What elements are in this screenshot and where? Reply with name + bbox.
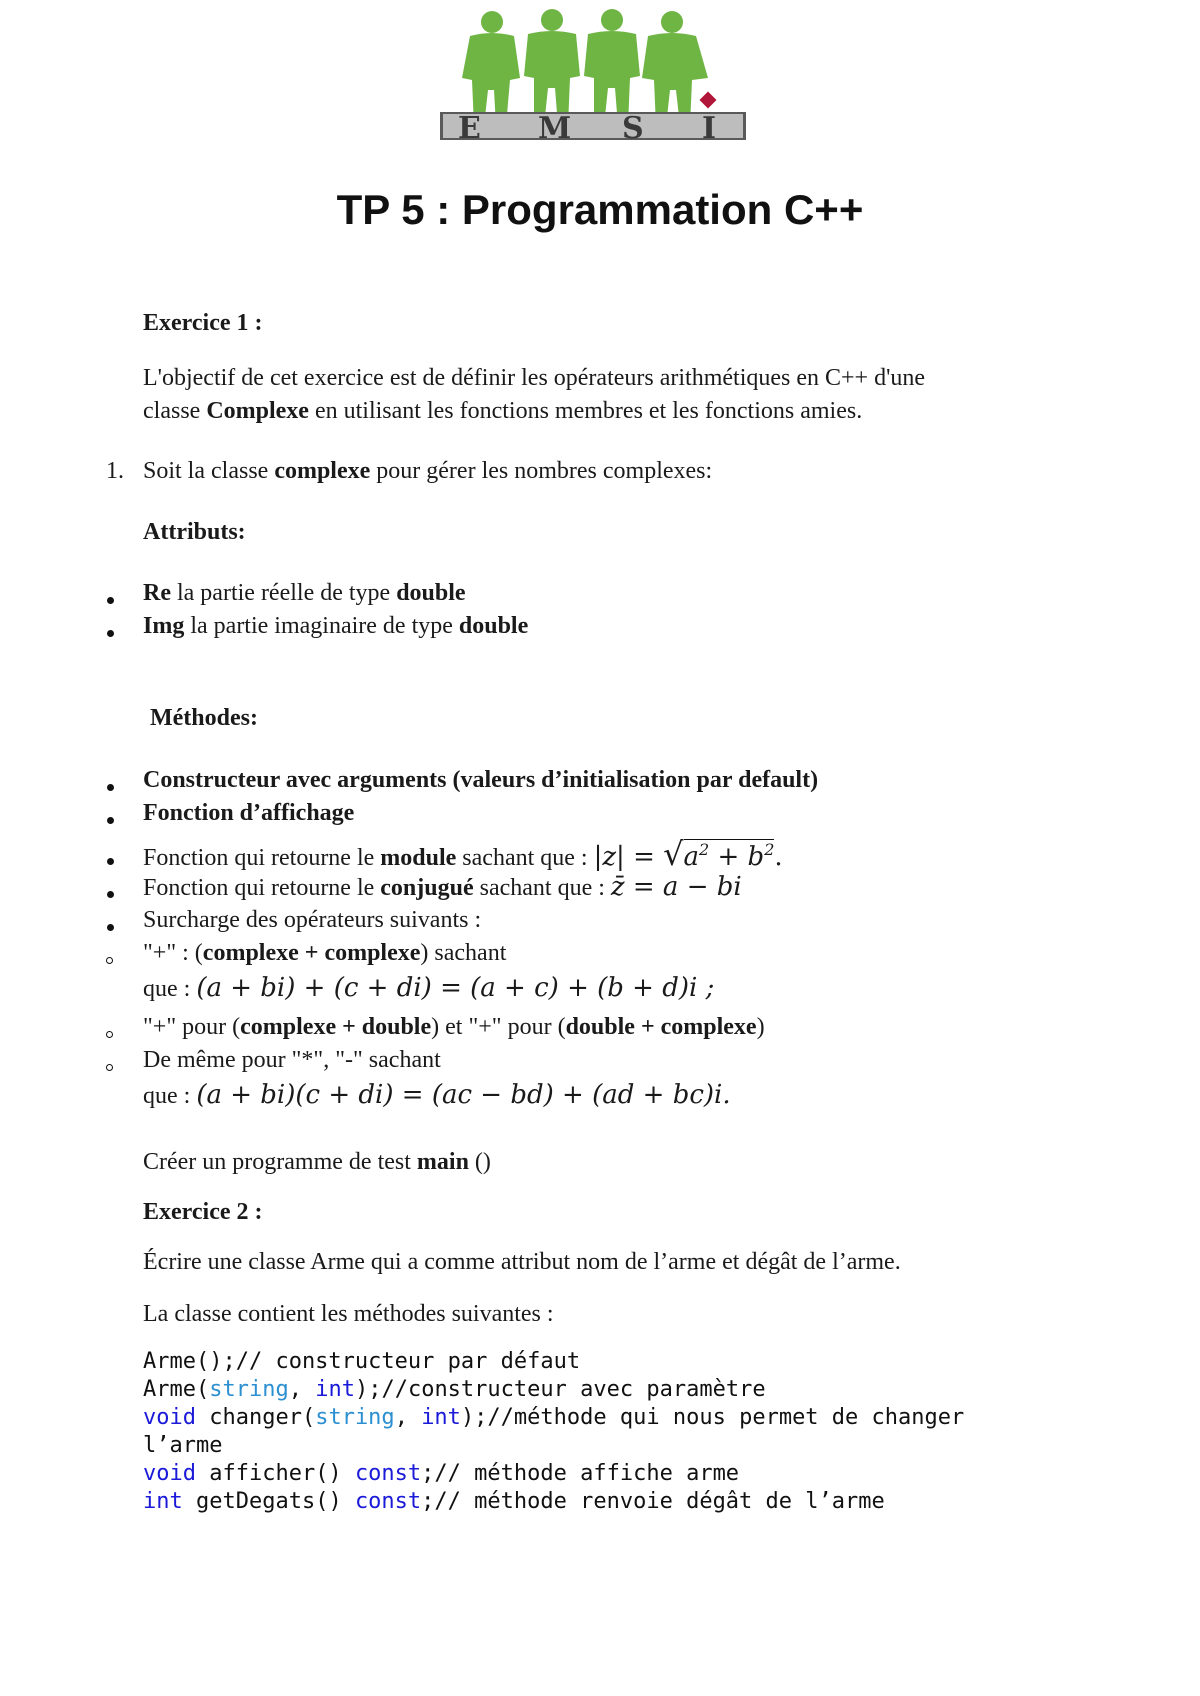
method-constructor <box>143 764 818 797</box>
logo-letter-e: E <box>458 111 481 146</box>
que-label: que : <box>143 976 197 1002</box>
method-text: sachant que : <box>456 845 594 871</box>
exercise-2-heading: Exercice 2 : <box>143 1199 263 1225</box>
method-conjugate <box>143 871 742 905</box>
exercise-1-intro-line2 <box>143 395 862 428</box>
item-text-end: pour gérer les nombres complexes: <box>370 458 713 484</box>
product-formula: (a + bi)(c + di) = (ac − bd) + (ad + bc)i. <box>196 1080 731 1110</box>
main-function: main <box>416 1149 469 1175</box>
item-1-text <box>143 455 712 488</box>
method-desc: avec arguments (valeurs d’initialisation par default) <box>279 767 819 793</box>
bullet-icon <box>107 924 114 931</box>
conjugate-formula: z̄ = a − bi <box>610 872 742 902</box>
test-program-line <box>143 1146 491 1179</box>
sum-formula: (a + bi) + (c + di) = (a + c) + (b + d)i ; <box>196 973 715 1003</box>
attr-type: double <box>396 580 466 606</box>
test-text-end: () <box>468 1149 491 1175</box>
overload-operands: complexe + double <box>240 1014 432 1040</box>
attr-name: Re <box>143 580 171 606</box>
intro-text: classe <box>143 398 207 424</box>
code-type: string <box>209 1377 289 1402</box>
code-text: );//méthode qui nous permet de changer <box>460 1405 965 1430</box>
item-class-name: complexe <box>274 458 371 484</box>
attr-desc: la partie imaginaire de type <box>184 613 459 639</box>
code-text: , <box>394 1405 422 1430</box>
logo-letter-m: M <box>538 111 572 146</box>
overload-mul-formula-line <box>143 1079 731 1113</box>
attr-desc: la partie réelle de type <box>170 580 397 606</box>
method-text: Fonction qui retourne le <box>143 845 381 871</box>
code-keyword: const <box>354 1489 422 1514</box>
overload-text: ) <box>756 1014 765 1040</box>
attribute-re <box>143 577 466 610</box>
sub-bullet-icon <box>106 1031 113 1038</box>
overload-operands: double + complexe <box>565 1014 757 1040</box>
code-keyword: int <box>143 1489 183 1514</box>
attribute-img <box>143 610 528 643</box>
overload-text: ) sachant <box>420 940 507 966</box>
sub-bullet-icon <box>106 1064 113 1071</box>
exercise-2-line1: Écrire une classe Arme qui a comme attribut nom de l’arme et dégât de l’arme. <box>143 1249 901 1275</box>
code-text: ;// méthode renvoie dégât de l’arme <box>421 1489 885 1514</box>
intro-text-end: en utilisant les fonctions membres et les fonctions amies. <box>308 398 863 424</box>
code-line-1: Arme();// constructeur par défaut <box>143 1349 581 1374</box>
emsi-logo <box>440 8 750 148</box>
formula-lhs: |z| = <box>593 842 664 872</box>
page-title: TP 5 : Programmation C++ <box>336 186 864 233</box>
code-text: getDegats() <box>182 1489 355 1514</box>
code-text: Arme( <box>143 1377 210 1402</box>
formula-b: + b <box>709 842 765 872</box>
test-text: Créer un programme de test <box>143 1149 417 1175</box>
overload-operands: complexe + complexe <box>202 940 421 966</box>
overload-text: "+" pour ( <box>143 1014 241 1040</box>
method-overload: Surcharge des opérateurs suivants : <box>143 907 482 933</box>
bullet-icon <box>107 891 114 898</box>
sub-bullet-icon <box>106 957 113 964</box>
code-line-2 <box>143 1376 766 1405</box>
overload-text: "+" : ( <box>143 940 203 966</box>
item-number: 1. <box>106 458 124 484</box>
code-line-4: l’arme <box>143 1433 223 1458</box>
code-text: , <box>288 1377 316 1402</box>
bullet-icon <box>107 784 114 791</box>
item-text: Soit la classe <box>143 458 275 484</box>
intro-class-name: Complexe <box>206 398 309 424</box>
overload-plus-double <box>143 1011 765 1044</box>
code-text: afficher() <box>195 1461 355 1486</box>
code-text: );//constructeur avec paramètre <box>354 1377 766 1402</box>
method-text: sachant que : <box>473 875 611 901</box>
overload-text: ) et "+" pour ( <box>431 1014 566 1040</box>
code-line-3 <box>143 1404 964 1433</box>
que-label: que : <box>143 1083 197 1109</box>
code-keyword: int <box>421 1405 461 1430</box>
overload-plus-formula-line <box>143 972 714 1006</box>
methodes-heading: Méthodes: <box>150 705 258 731</box>
exercise-1-heading: Exercice 1 : <box>143 310 263 336</box>
code-text: changer( <box>195 1405 316 1430</box>
code-keyword: void <box>143 1405 196 1430</box>
code-text: ;// méthode affiche arme <box>421 1461 740 1486</box>
logo-letter-s: S <box>622 111 644 146</box>
overload-plus-complex <box>143 937 506 970</box>
overload-mul-minus: De même pour "*", "-" sachant <box>143 1047 441 1073</box>
module-formula: $|z| = √a^2 + b^2$. <box>593 835 783 873</box>
attr-name: Img <box>143 613 185 639</box>
formula-end: . <box>774 842 783 872</box>
logo-diamond <box>700 92 717 109</box>
code-line-6 <box>143 1488 885 1517</box>
method-text: Fonction qui retourne le <box>143 875 381 901</box>
method-name: conjugué <box>380 875 474 901</box>
logo-letter-i: I <box>702 111 717 146</box>
method-name: Constructeur <box>143 767 280 793</box>
exercise-1-intro-line1: L'objectif de cet exercice est de définir les opérateurs arithmétiques en C++ d'une <box>143 365 926 391</box>
code-keyword: void <box>143 1461 196 1486</box>
formula-a: a <box>683 842 700 872</box>
exercise-2-line2: La classe contient les méthodes suivantes : <box>143 1301 554 1327</box>
bullet-icon <box>107 597 114 604</box>
bullet-icon <box>107 858 114 865</box>
code-keyword: const <box>354 1461 422 1486</box>
code-line-5 <box>143 1460 739 1489</box>
method-display: Fonction d’affichage <box>143 800 355 826</box>
attr-type: double <box>458 613 529 639</box>
bullet-icon <box>107 817 114 824</box>
attributs-heading: Attributs: <box>143 519 246 545</box>
method-name: module <box>380 845 457 871</box>
code-keyword: int <box>315 1377 355 1402</box>
bullet-icon <box>107 630 114 637</box>
code-type: string <box>315 1405 395 1430</box>
method-module <box>143 835 783 875</box>
